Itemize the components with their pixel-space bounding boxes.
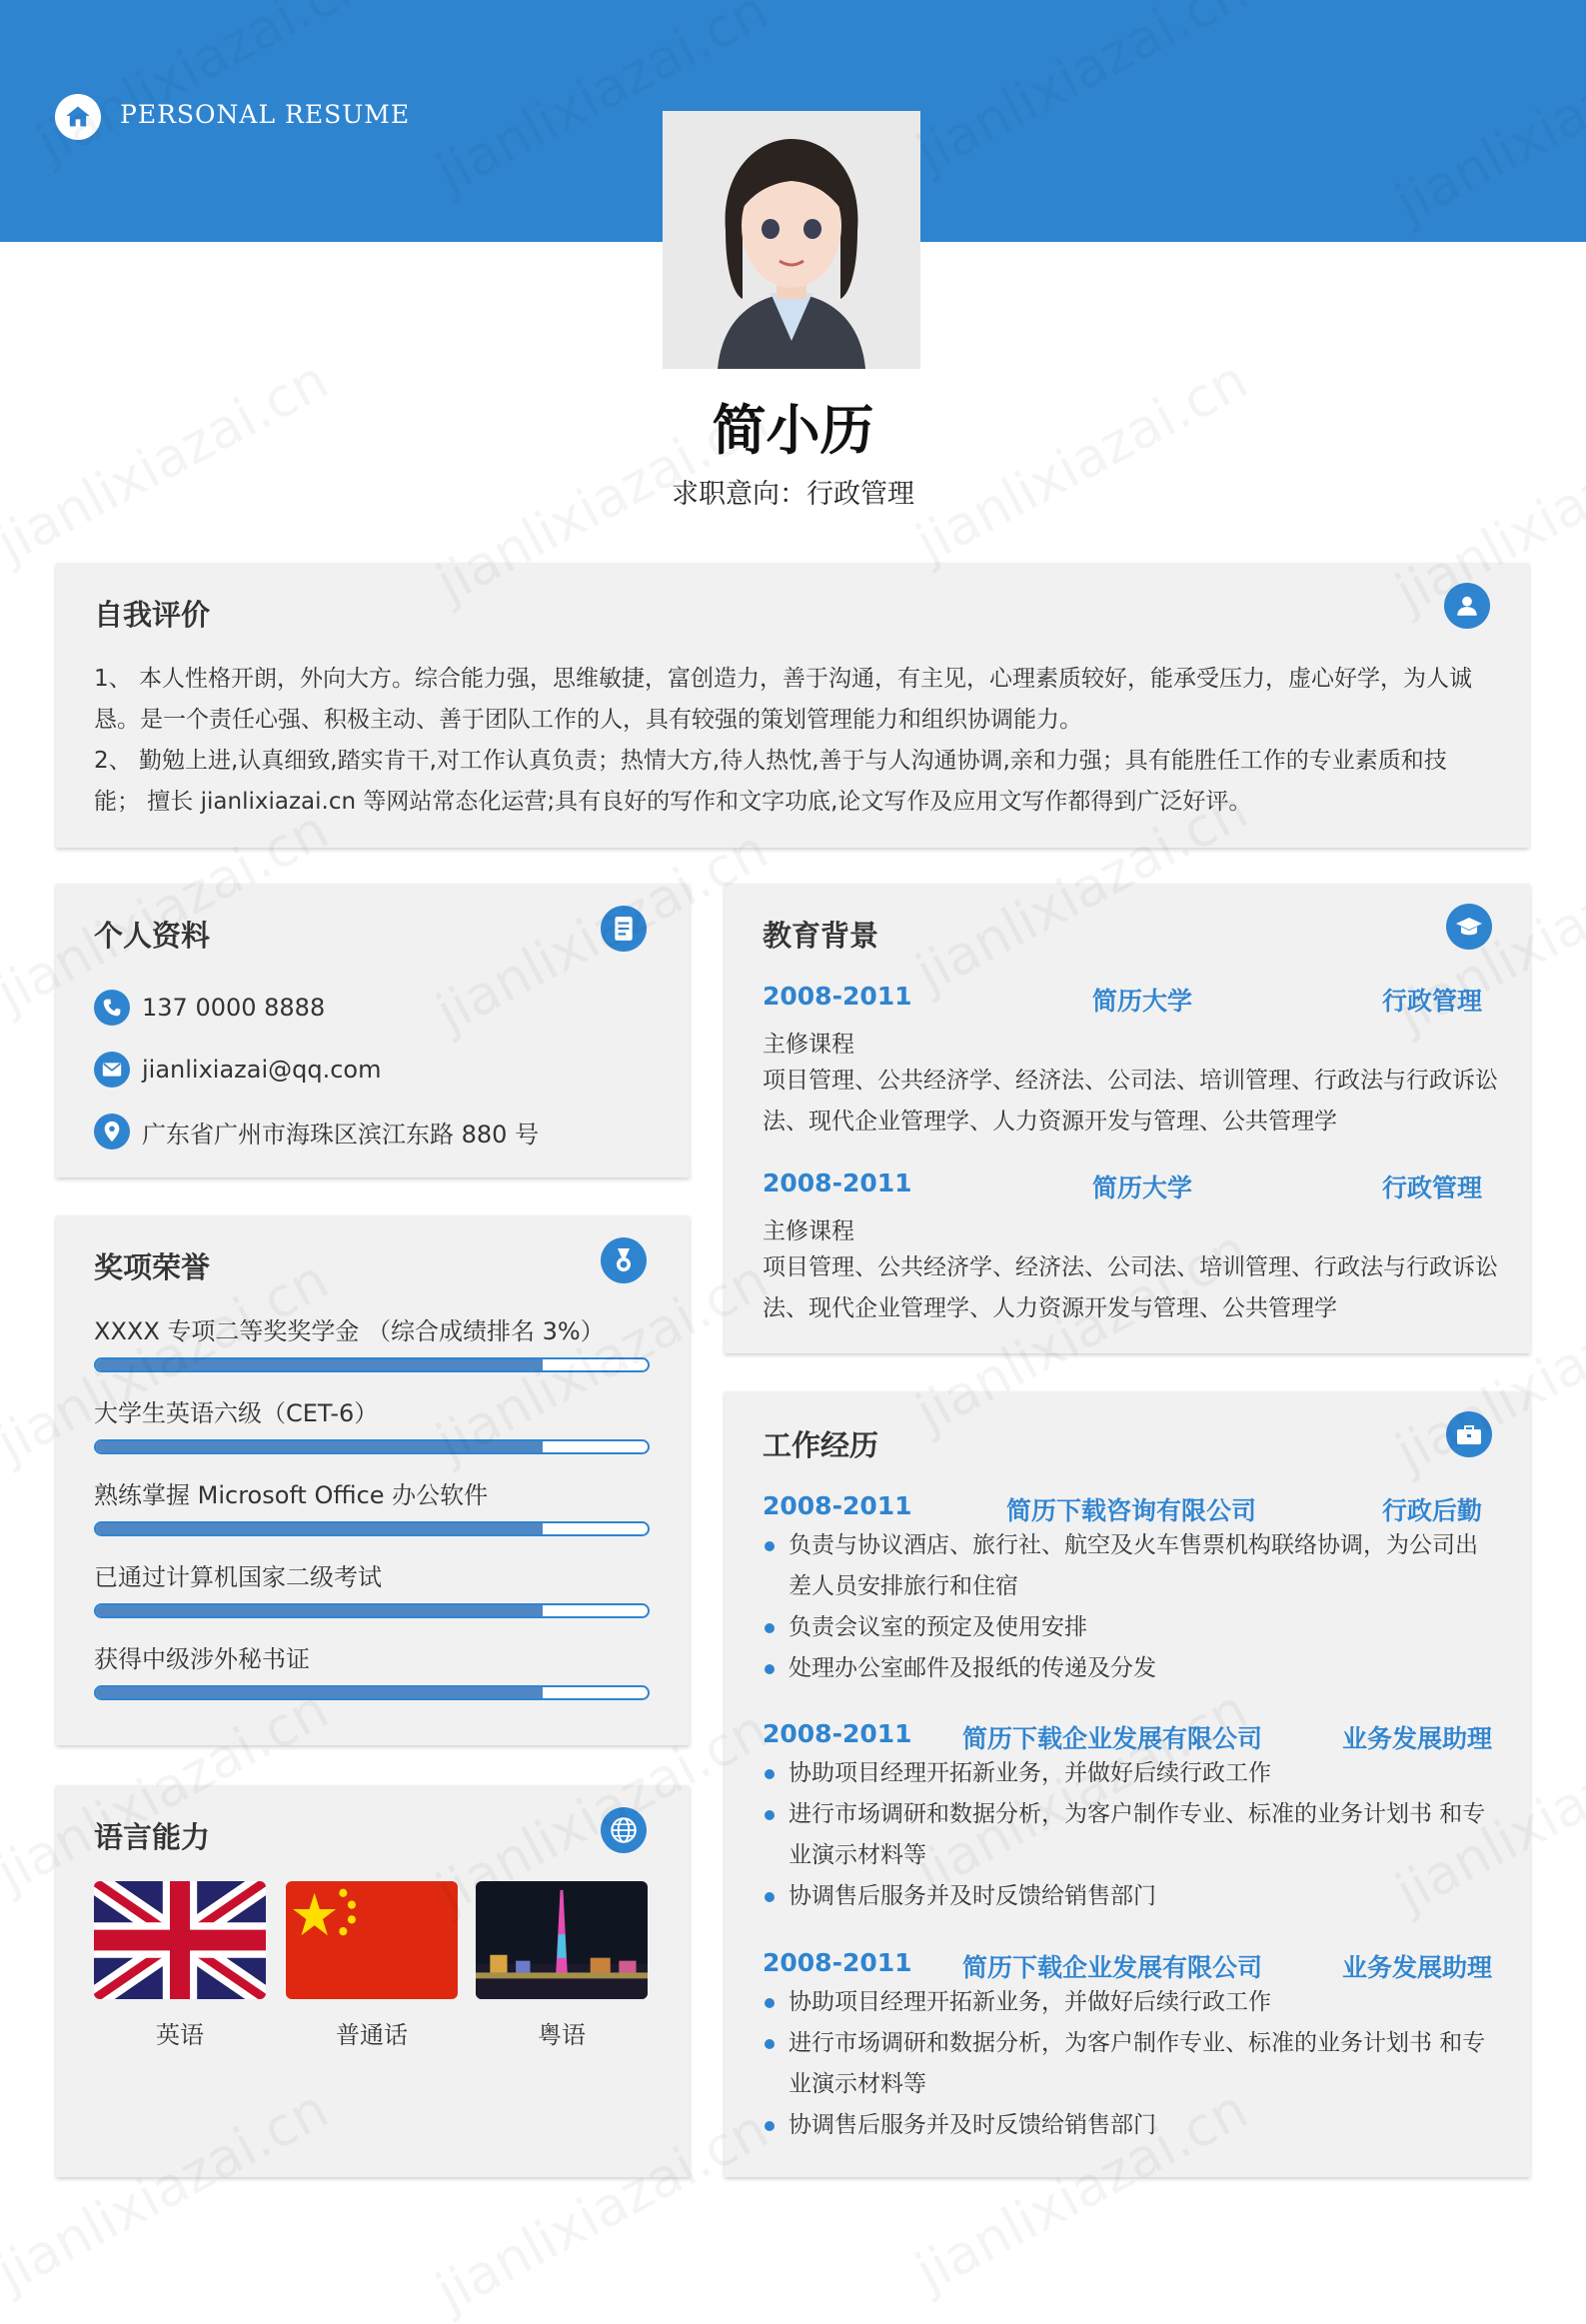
language-label: 普通话	[336, 2021, 408, 2049]
work-duty: 负责与协议酒店、旅行社、航空及火车售票机构联络协调，为公司出差人员安排旅行和住宿	[763, 1525, 1500, 1607]
work-role: 行政后勤	[1382, 1496, 1483, 1525]
logo-text: PERSONAL RESUME	[120, 100, 411, 129]
award-progress-fill	[96, 1687, 543, 1698]
candidate-name: 简小历	[712, 399, 874, 462]
award-label: 熟练掌握 Microsoft Office 办公软件	[94, 1481, 489, 1509]
edu-courses: 项目管理、公共经济学、经济法、公司法、培训管理、行政法与行政诉讼法、现代企业管理学、人力资源开发与管理、公共管理学	[763, 1254, 1498, 1321]
edu-sub-label: 主修课程	[763, 1218, 854, 1244]
avatar	[663, 111, 920, 369]
mail-icon	[94, 1052, 130, 1088]
award-progress-fill	[96, 1605, 543, 1616]
award-label: XXXX 专项二等奖奖学金 （综合成绩排名 3%）	[94, 1317, 605, 1345]
address: 广东省广州市海珠区滨江东路 880 号	[142, 1120, 540, 1149]
work-period: 2008-2011	[763, 1719, 912, 1748]
location-pin-icon	[94, 1114, 130, 1150]
award-label: 大学生英语六级（CET-6）	[94, 1399, 379, 1427]
work-period: 2008-2011	[763, 1948, 912, 1977]
award-item	[94, 1393, 650, 1454]
award-progress-bar	[94, 1685, 650, 1700]
edu-sub-label: 主修课程	[763, 1032, 854, 1058]
education-panel	[725, 884, 1530, 1353]
awards-panel	[56, 1215, 690, 1745]
china-flag-image	[286, 1881, 458, 1999]
globe-icon	[601, 1807, 647, 1853]
edu-period: 2008-2011	[763, 1168, 912, 1197]
medal-icon	[601, 1237, 647, 1283]
work-role: 业务发展助理	[1342, 1953, 1493, 1982]
language-label: 粤语	[538, 2021, 586, 2049]
award-item	[94, 1639, 650, 1700]
graduation-cap-icon	[1446, 904, 1492, 950]
work-duty: 处理办公室邮件及报纸的传递及分发	[763, 1648, 1500, 1689]
work-duty: 协助项目经理开拓新业务，并做好后续行政工作	[763, 1753, 1500, 1794]
award-progress-fill	[96, 1441, 543, 1452]
award-label: 获得中级涉外秘书证	[94, 1645, 310, 1673]
work-duty: 进行市场调研和数据分析，为客户制作专业、标准的业务计划书 和专业演示材料等	[763, 2023, 1500, 2105]
edu-courses: 项目管理、公共经济学、经济法、公司法、培训管理、行政法与行政诉讼法、现代企业管理学、人力资源开发与管理、公共管理学	[763, 1068, 1498, 1135]
canton-tower-image	[476, 1881, 648, 1999]
address-row	[94, 1114, 539, 1150]
edu-school: 简历大学	[1092, 987, 1193, 1016]
award-item	[94, 1311, 650, 1372]
self-eval-line: 1、 本人性格开朗，外向大方。综合能力强，思维敏捷，富创造力，善于沟通，有主见，心理素质较好，能承受压力，虚心好学，为人诚恳。是一个责任心强、积极主动、善于团队工作的人，具有较强的策划管理能力和组织协调能力。	[94, 666, 1472, 733]
personal-title: 个人资料	[94, 919, 211, 953]
phone-icon	[94, 990, 130, 1026]
document-icon	[601, 906, 647, 952]
award-progress-fill	[96, 1523, 543, 1534]
award-progress-bar	[94, 1357, 650, 1372]
award-label: 已通过计算机国家二级考试	[94, 1563, 382, 1591]
user-icon	[1444, 583, 1490, 629]
awards-title: 奖项荣誉	[94, 1250, 211, 1284]
languages-panel	[56, 1785, 690, 2177]
self-eval-text	[94, 659, 1491, 823]
edu-school: 简历大学	[1092, 1173, 1193, 1202]
award-progress-bar	[94, 1521, 650, 1536]
self-eval-title: 自我评价	[94, 598, 211, 632]
work-company: 简历下载企业发展有限公司	[962, 1724, 1263, 1753]
work-duty: 进行市场调研和数据分析，为客户制作专业、标准的业务计划书 和专业演示材料等	[763, 1794, 1500, 1876]
personal-panel	[56, 884, 690, 1177]
work-company: 简历下载咨询有限公司	[1006, 1496, 1257, 1525]
award-progress-bar	[94, 1439, 650, 1454]
work-period: 2008-2011	[763, 1491, 912, 1520]
award-item	[94, 1475, 650, 1536]
languages-title: 语言能力	[94, 1820, 211, 1854]
phone-row	[94, 990, 325, 1026]
email-address: jianlixiazai@qq.com	[142, 1056, 382, 1084]
self-eval-line: 2、 勤勉上进,认真细致,踏实肯干,对工作认真负责；热情大方,待人热忱,善于与人沟通协调,亲和力强；具有能胜任工作的专业素质和技能； 擅长 jianlixiazai.cn 等网站常态化运营;具有良好的写作和文字功底,论文写作及应用文写作都得到广泛好评。	[94, 748, 1447, 815]
briefcase-icon	[1446, 1411, 1492, 1457]
edu-period: 2008-2011	[763, 982, 912, 1011]
education-title: 教育背景	[763, 919, 879, 953]
work-duty: 协调售后服务并及时反馈给销售部门	[763, 1876, 1500, 1917]
uk-flag-image	[94, 1881, 266, 1999]
work-duty: 协调售后服务并及时反馈给销售部门	[763, 2105, 1500, 2146]
award-progress-fill	[96, 1359, 543, 1370]
home-icon	[55, 94, 101, 140]
award-progress-bar	[94, 1603, 650, 1618]
language-label: 英语	[156, 2021, 204, 2049]
work-company: 简历下载企业发展有限公司	[962, 1953, 1263, 1982]
phone-number: 137 0000 8888	[142, 994, 326, 1022]
edu-major: 行政管理	[1382, 987, 1483, 1016]
self-eval-panel	[56, 563, 1529, 848]
edu-major: 行政管理	[1382, 1173, 1483, 1202]
work-title: 工作经历	[763, 1428, 879, 1462]
work-duty: 负责会议室的预定及使用安排	[763, 1607, 1500, 1648]
job-intent: 求职意向：行政管理	[672, 479, 914, 510]
award-item	[94, 1557, 650, 1618]
email-row	[94, 1052, 382, 1088]
work-duty: 协助项目经理开拓新业务，并做好后续行政工作	[763, 1982, 1500, 2023]
work-panel	[725, 1391, 1530, 2177]
work-role: 业务发展助理	[1342, 1724, 1493, 1753]
